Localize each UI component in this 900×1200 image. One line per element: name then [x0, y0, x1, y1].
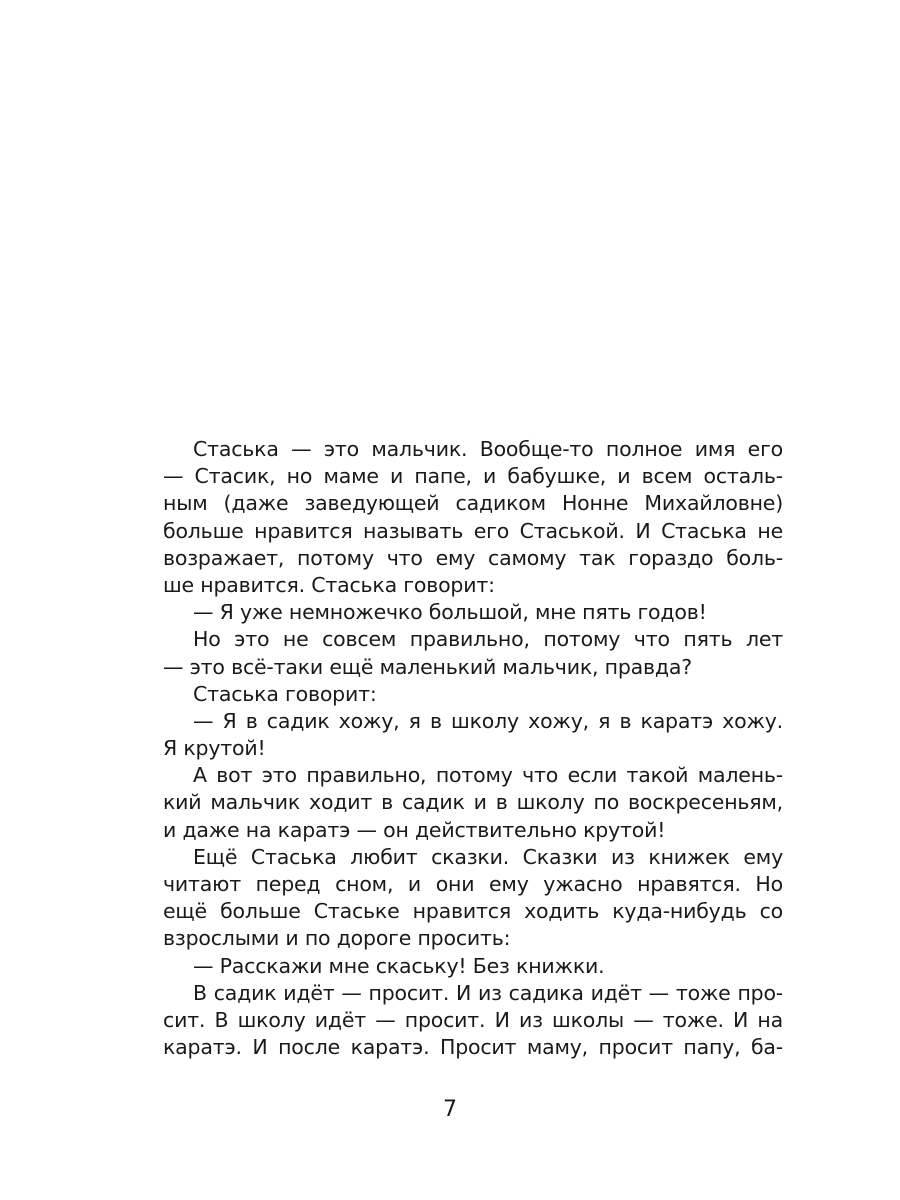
text-line: Ещё Стаська любит сказки. Сказки из книжек ему: [193, 844, 783, 869]
text-line: ше нравится. Стаська говорит:: [163, 572, 495, 597]
body-text: [163, 436, 783, 1061]
text-line: больше нравится называть его Стаськой. И Стаська не: [163, 518, 783, 543]
text-line: и даже на каратэ — он действительно крутой!: [163, 817, 666, 842]
text-line: каратэ. И после каратэ. Просит маму, просит папу, ба-: [163, 1035, 783, 1060]
text-line: Стаська говорит:: [193, 681, 377, 706]
text-line: Я крутой!: [163, 736, 266, 761]
text-line: — Расскажи мне скаську! Без книжки.: [193, 953, 605, 978]
text-line: — Я в садик хожу, я в школу хожу, я в каратэ хожу.: [193, 708, 783, 733]
text-line: ным (даже заведующей садиком Нонне Михайловне): [163, 491, 783, 516]
text-line: сит. В школу идёт — просит. И из школы — тоже. И на: [163, 1007, 783, 1032]
text-line: возражает, потому что ему самому так гораздо боль-: [163, 545, 783, 570]
text-line: — Я уже немножечко большой, мне пять годов!: [193, 600, 707, 625]
text-line: А вот это правильно, потому что если такой малень-: [193, 763, 783, 788]
text-line: — это всё-таки ещё маленький мальчик, правда?: [163, 654, 692, 679]
text-line: кий мальчик ходит в садик и в школу по воскресеньям,: [163, 790, 783, 815]
text-line: читают перед сном, и они ему ужасно нравятся. Но: [163, 872, 783, 896]
text-line: — Стасик, но маме и папе, и бабушке, и всем осталь-: [163, 464, 783, 489]
text-line: Стаська — это мальчик. Вообще-то полное имя его: [193, 437, 783, 461]
text-line: взрослыми и по дороге просить:: [163, 926, 511, 951]
text-line: В садик идёт — просит. И из садика идёт — тоже про-: [193, 980, 783, 1005]
text-line: ещё больше Стаське нравится ходить куда-нибудь со: [163, 899, 783, 924]
page-number: 7: [443, 1097, 457, 1122]
text-line: Но это не совсем правильно, потому что пять лет: [193, 627, 783, 652]
